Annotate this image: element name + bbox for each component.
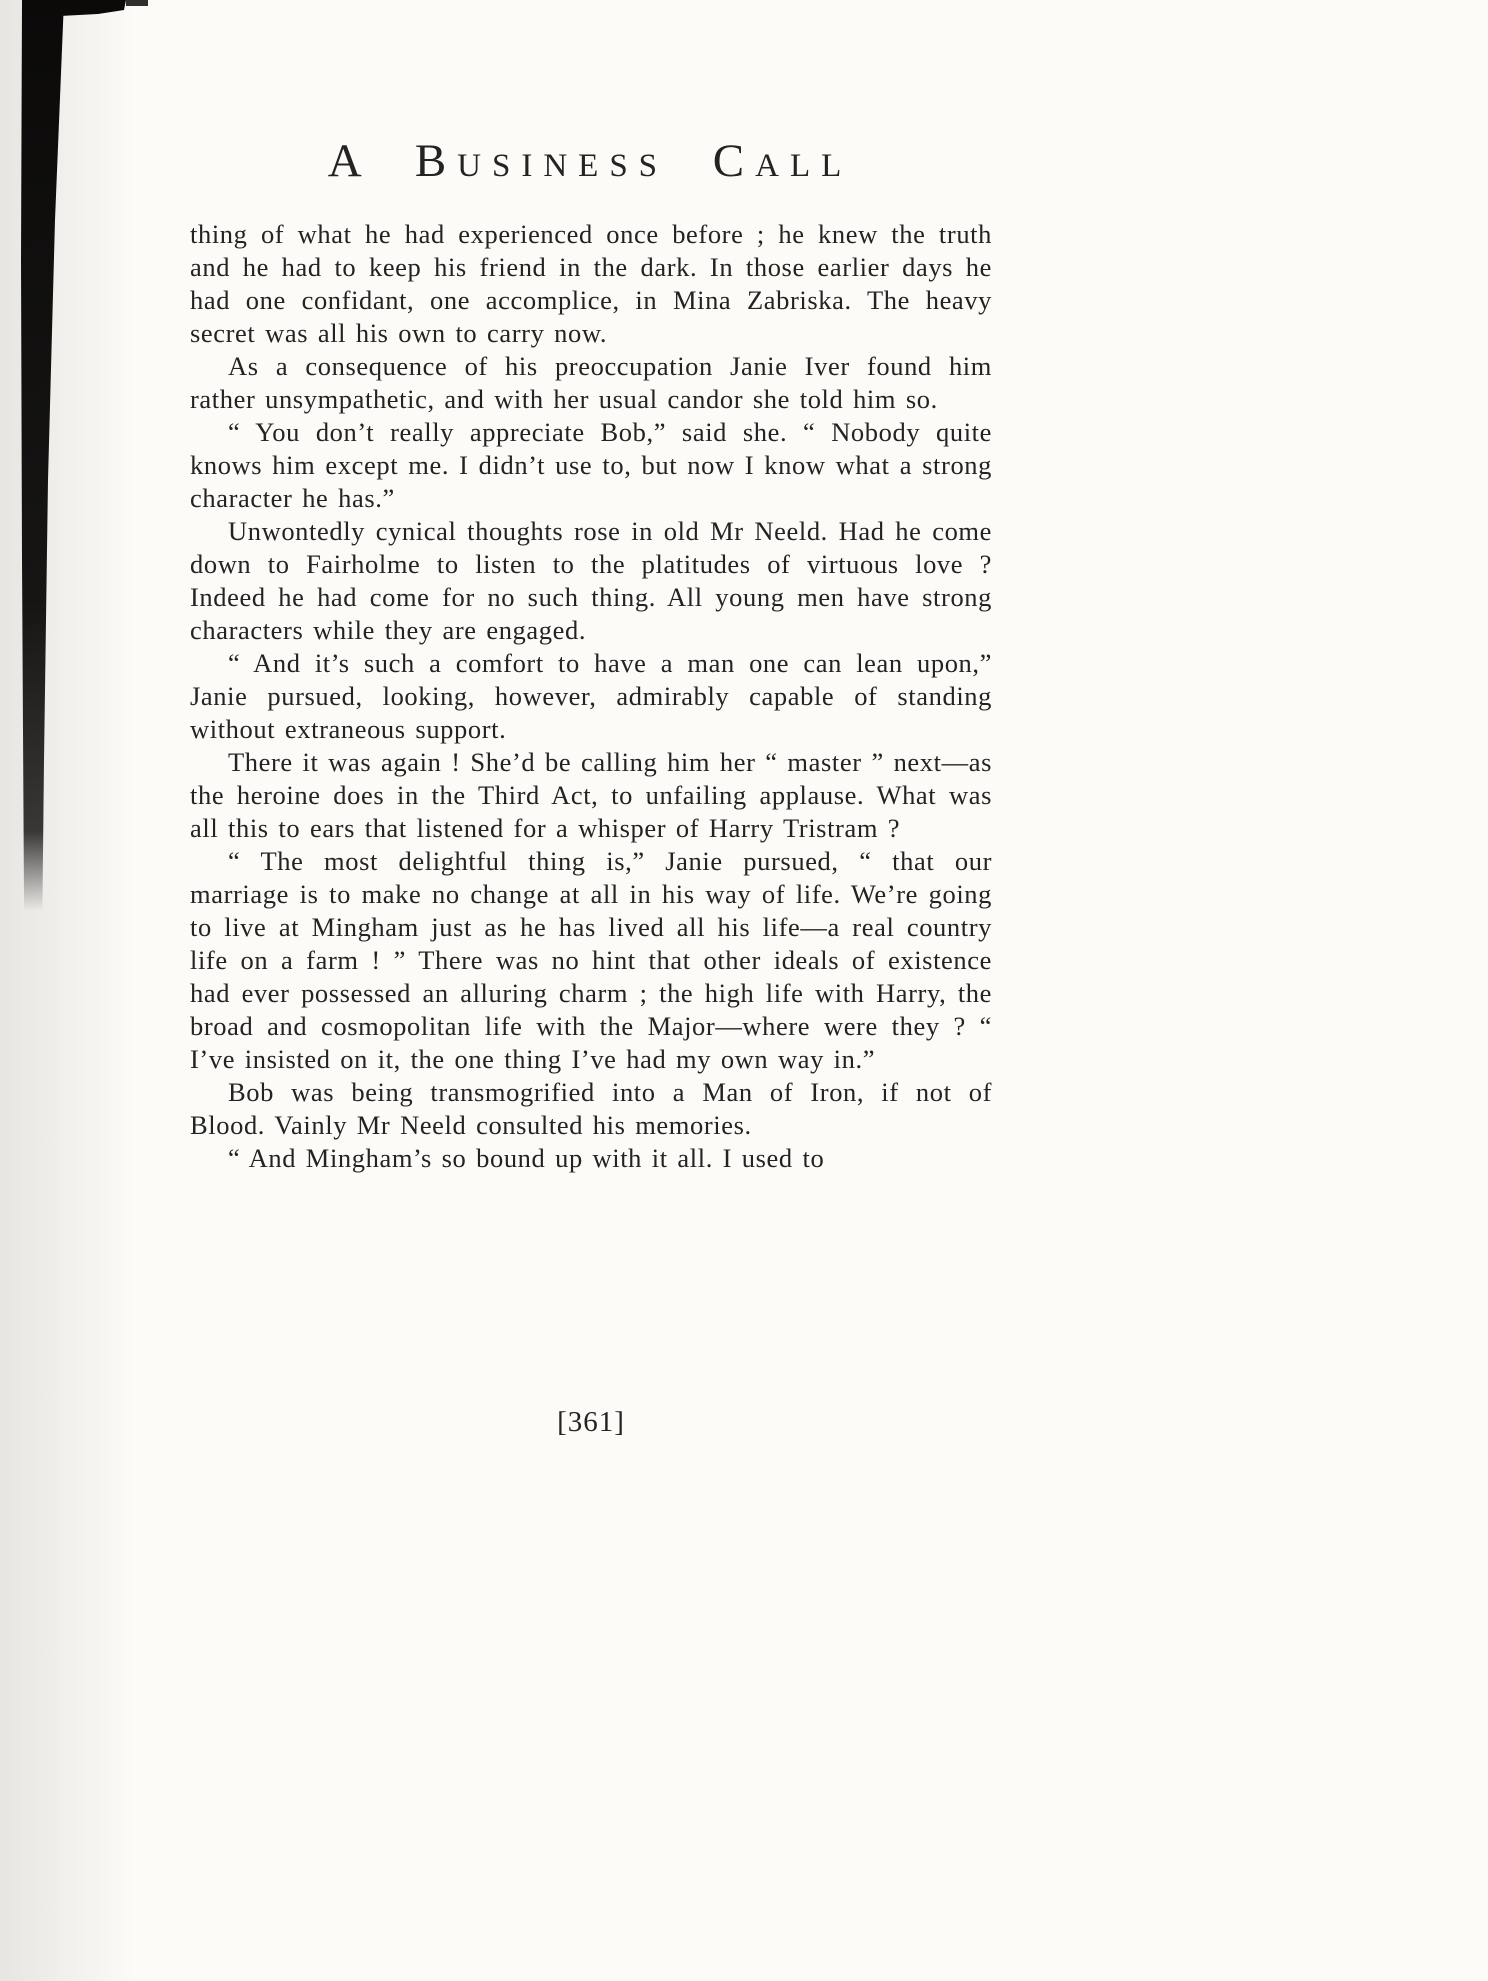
paragraph: “ And Mingham’s so bound up with it all. I used to xyxy=(228,1143,825,1173)
page-number: [361] xyxy=(557,1406,625,1438)
paragraph: “ The most delightful thing is,” Janie pursued, “ that our marriage is to make no change at all in his way of life. We’re going to live at Mingham just as he has lived all his life—a real country life on a farm ! ” There was no hint that other ideals of existence had ever possessed an alluring charm ; the high life with Harry, the broad and cosmopolitan life with the Major—where were they ? “ I’ve insisted on it, the one thing I’ve had my own way in.” xyxy=(190,846,992,1074)
paragraph: “ And it’s such a comfort to have a man one can lean upon,” Janie pursued, looking, however, admirably capable of standing without extraneous support. xyxy=(190,648,992,744)
binding-top-notch xyxy=(126,0,148,6)
paragraph: Unwontedly cynical thoughts rose in old Mr Neeld. Had he come down to Fairholme to listen to the platitudes of virtuous love ? Indeed he had come for no such thing. All young men have strong characters while they are engaged. xyxy=(190,516,992,645)
binding-edge-shadow xyxy=(0,0,160,1981)
binding-strip xyxy=(21,0,64,1340)
paragraph: “ You don’t really appreciate Bob,” said she. “ Nobody quite knows him except me. I didn’t use to, but now I know what a strong character he has.” xyxy=(190,417,992,513)
paragraph: thing of what he had experienced once before ; he knew the truth and he had to keep his friend in the dark. In those earlier days he had one confidant, one accomplice, in Mina Zabriska. The heavy secret was all his own to carry now. xyxy=(190,219,992,348)
paragraph: Bob was being transmogrified into a Man of Iron, if not of Blood. Vainly Mr Neeld consulted his memories. xyxy=(190,1077,992,1140)
text-block xyxy=(190,218,992,1175)
page-title: A Business Call xyxy=(327,135,853,187)
paragraph: There it was again ! She’d be calling him her “ master ” next—as the heroine does in the Third Act, to unfailing applause. What was all this to ears that listened for a whisper of Harry Tristram ? xyxy=(190,747,992,843)
paragraph: As a consequence of his preoccupation Janie Iver found him rather unsympathetic, and with her usual candor she told him so. xyxy=(190,351,992,414)
binding-top-mark xyxy=(22,0,126,18)
